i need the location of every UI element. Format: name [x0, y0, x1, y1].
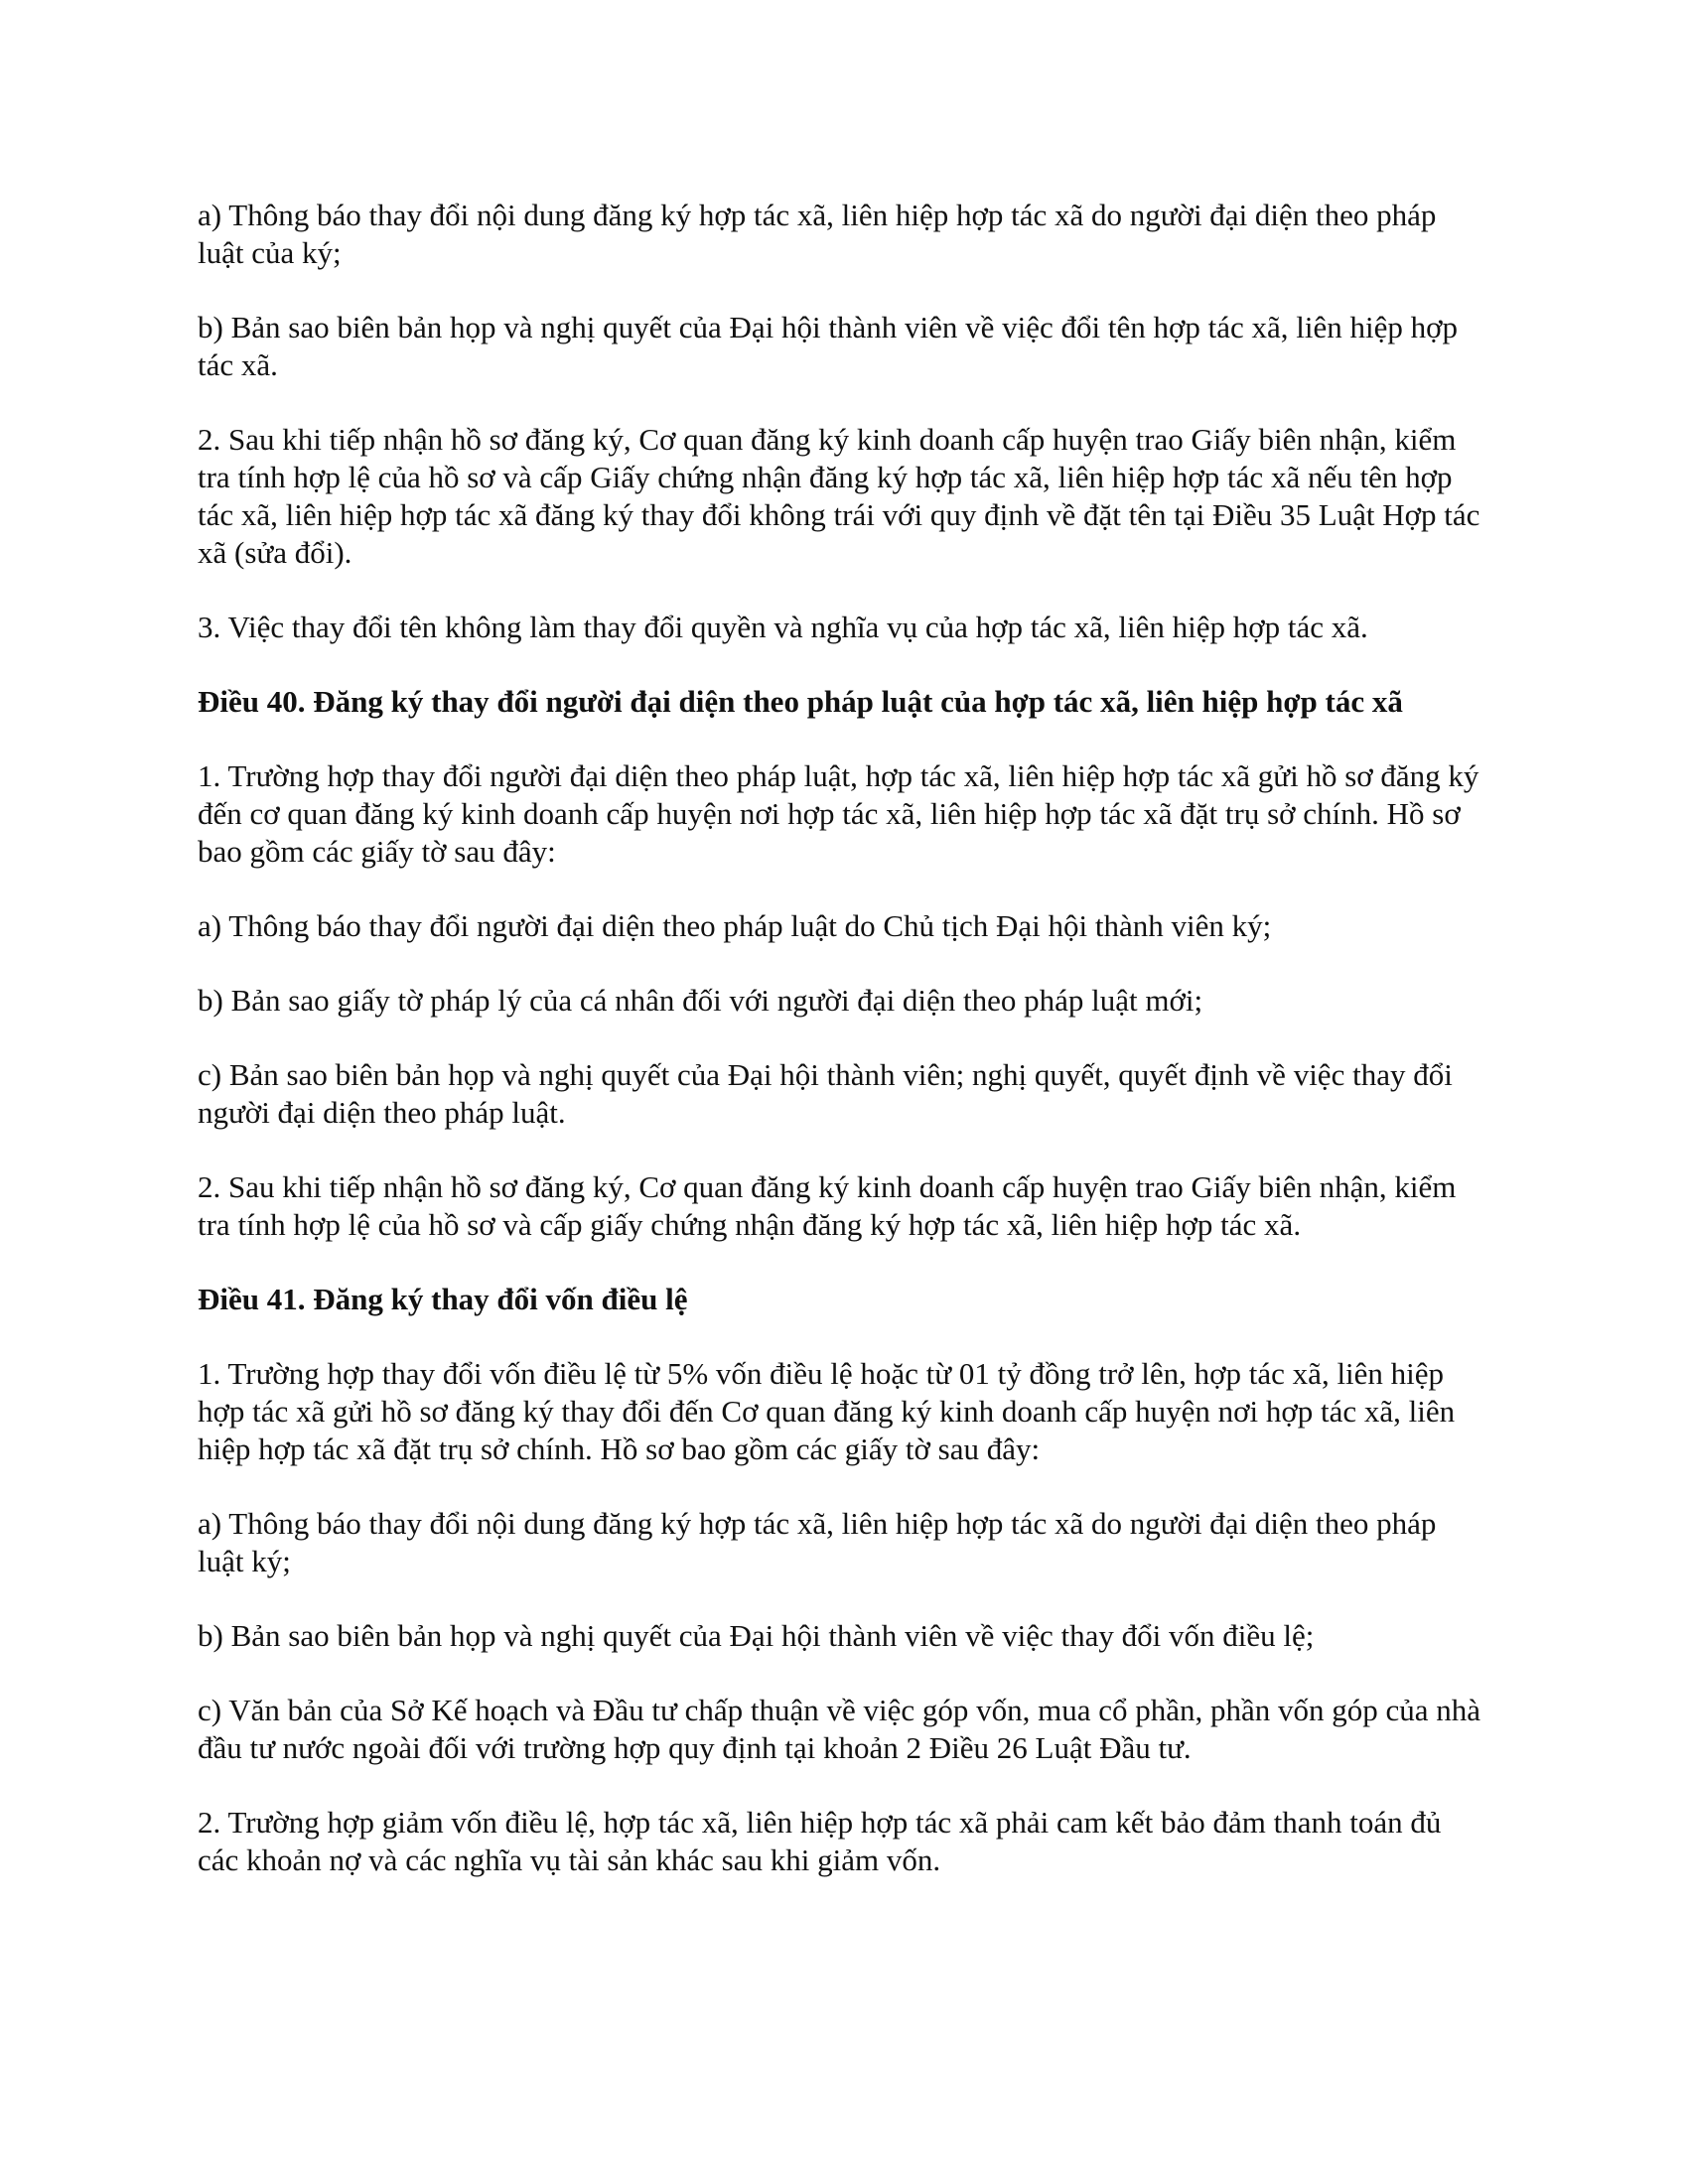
paragraph: a) Thông báo thay đổi nội dung đăng ký hợp tác xã, liên hiệp hợp tác xã do người đại diện theo pháp luật ký; [198, 1506, 1437, 1578]
article-heading: Điều 41. Đăng ký thay đổi vốn điều lệ [198, 1282, 688, 1316]
paragraph: 2. Trường hợp giảm vốn điều lệ, hợp tác xã, liên hiệp hợp tác xã phải cam kết bảo đảm thanh toán đủ các khoản nợ và các nghĩa vụ tài sản khác sau khi giảm vốn. [198, 1805, 1442, 1877]
article-heading: Điều 40. Đăng ký thay đổi người đại diện theo pháp luật của hợp tác xã, liên hiệp hợp tác xã [198, 684, 1403, 719]
paragraph: c) Văn bản của Sở Kế hoạch và Đầu tư chấp thuận về việc góp vốn, mua cổ phần, phần vốn góp của nhà đầu tư nước ngoài đối với trường hợp quy định tại khoản 2 Điều 26 Luật Đầu tư. [198, 1693, 1481, 1765]
paragraph: a) Thông báo thay đổi người đại diện theo pháp luật do Chủ tịch Đại hội thành viên ký; [198, 908, 1272, 943]
paragraph: 2. Sau khi tiếp nhận hồ sơ đăng ký, Cơ quan đăng ký kinh doanh cấp huyện trao Giấy biên nhận, kiểm tra tính hợp lệ của hồ sơ và cấp Giấy chứng nhận đăng ký hợp tác xã, liên hiệp hợp tác xã nếu tên hợp tác xã, liên hiệp hợp tác xã đăng ký thay đổi không trái với quy định về đặt tên tại Điều 35 Luật Hợp tác xã (sửa đổi). [198, 422, 1480, 570]
paragraph: 2. Sau khi tiếp nhận hồ sơ đăng ký, Cơ quan đăng ký kinh doanh cấp huyện trao Giấy biên nhận, kiểm tra tính hợp lệ của hồ sơ và cấp giấy chứng nhận đăng ký hợp tác xã, liên hiệp hợp tác xã. [198, 1169, 1457, 1242]
paragraph: b) Bản sao giấy tờ pháp lý của cá nhân đối với người đại diện theo pháp luật mới; [198, 983, 1203, 1018]
document-body [198, 197, 1488, 1916]
paragraph: c) Bản sao biên bản họp và nghị quyết của Đại hội thành viên; nghị quyết, quyết định về việc thay đổi người đại diện theo pháp luật. [198, 1057, 1453, 1130]
paragraph: a) Thông báo thay đổi nội dung đăng ký hợp tác xã, liên hiệp hợp tác xã do người đại diện theo pháp luật của ký; [198, 198, 1437, 270]
paragraph: 1. Trường hợp thay đổi người đại diện theo pháp luật, hợp tác xã, liên hiệp hợp tác xã gửi hồ sơ đăng ký đến cơ quan đăng ký kinh doanh cấp huyện nơi hợp tác xã, liên hiệp hợp tác xã đặt trụ sở chính. Hồ sơ bao gồm các giấy tờ sau đây: [198, 758, 1479, 869]
paragraph: 1. Trường hợp thay đổi vốn điều lệ từ 5% vốn điều lệ hoặc từ 01 tỷ đồng trở lên, hợp tác xã, liên hiệp hợp tác xã gửi hồ sơ đăng ký thay đổi đến Cơ quan đăng ký kinh doanh cấp huyện nơi hợp tác xã, liên hiệp hợp tác xã đặt trụ sở chính. Hồ sơ bao gồm các giấy tờ sau đây: [198, 1356, 1456, 1466]
paragraph: 3. Việc thay đổi tên không làm thay đổi quyền và nghĩa vụ của hợp tác xã, liên hiệp hợp tác xã. [198, 610, 1368, 644]
paragraph: b) Bản sao biên bản họp và nghị quyết của Đại hội thành viên về việc thay đổi vốn điều lệ; [198, 1618, 1315, 1653]
paragraph: b) Bản sao biên bản họp và nghị quyết của Đại hội thành viên về việc đổi tên hợp tác xã, liên hiệp hợp tác xã. [198, 310, 1459, 382]
